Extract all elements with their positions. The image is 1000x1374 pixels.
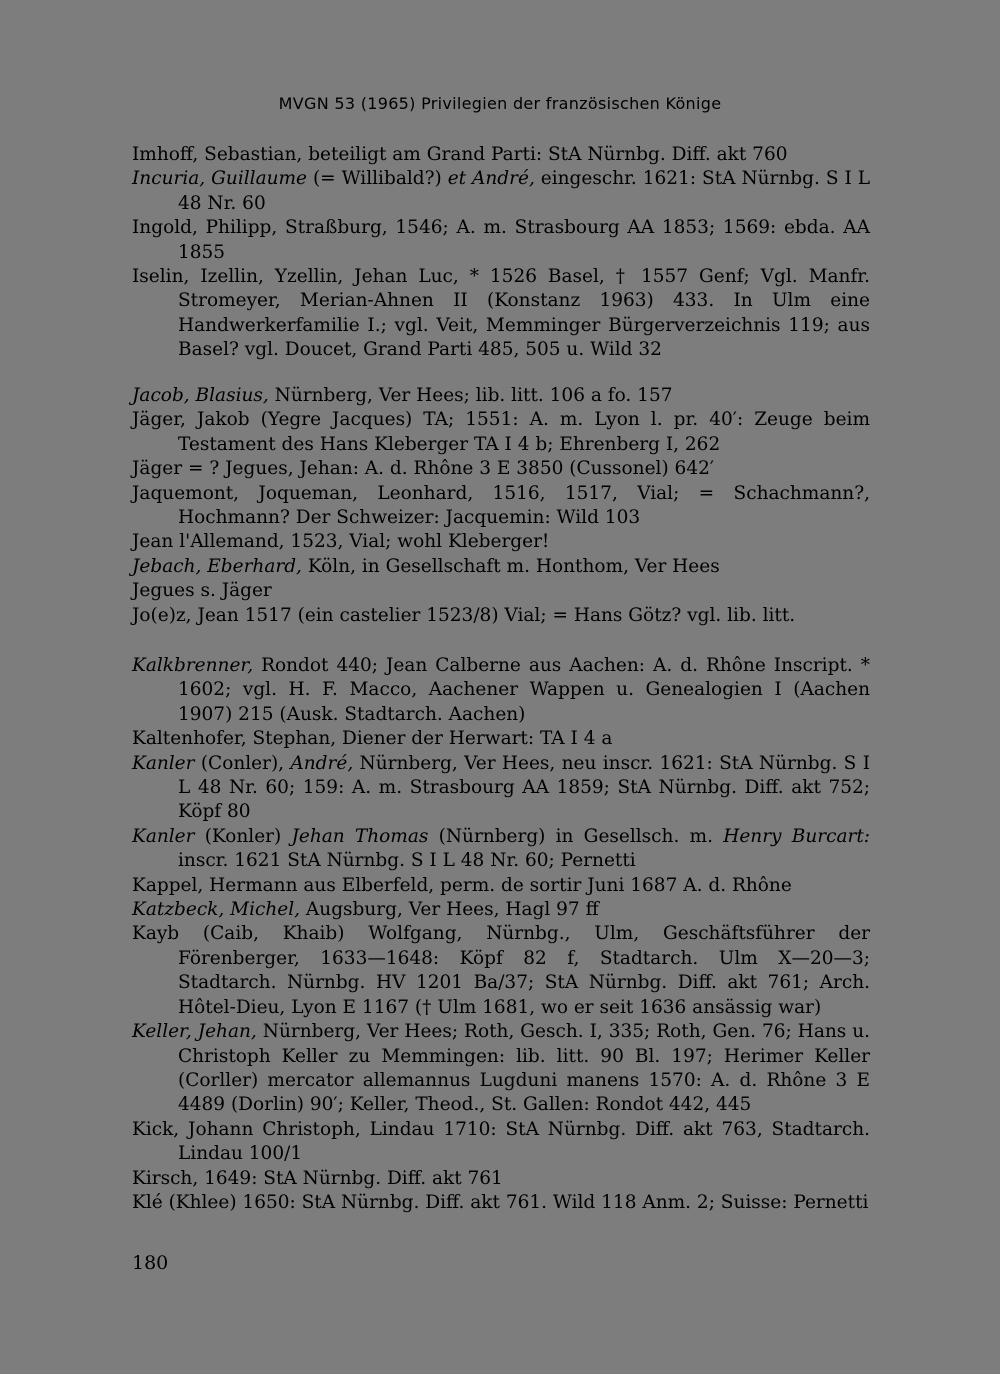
entry-text: Jo(e)z, Jean 1517 (ein castelier 1523/8) Vial; = Hans Götz? vgl. lib. litt. xyxy=(132,604,796,626)
entry-italic-text: Katzbeck, Michel, xyxy=(132,899,301,921)
page-number: 180 xyxy=(132,1252,169,1274)
entry-text: Ingold, Philipp, Straßburg, 1546; A. m. Strasbourg AA 1853; 1569: ebda. AA 1855 xyxy=(132,217,870,263)
entry-text: (Nürnberg) in Gesellsch. m. xyxy=(428,825,724,847)
entry-italic-text: Jacob, Blasius, xyxy=(132,385,269,406)
register-entry xyxy=(132,654,870,727)
register-entry xyxy=(132,727,870,751)
entries-group-k xyxy=(132,654,870,1215)
register-entry xyxy=(132,530,870,554)
register-entry xyxy=(132,265,870,363)
register-entry xyxy=(132,384,870,408)
entry-text: Klé (Khlee) 1650: StA Nürnbg. Diff. akt 761. Wild 118 Anm. 2; Suisse: Pernetti xyxy=(132,1191,869,1213)
entry-italic-text: Jehan Thomas xyxy=(291,825,429,847)
entry-text: Jäger = ? Jegues, Jehan: A. d. Rhône 3 E 3850 (Cussonel) 642′ xyxy=(132,458,715,480)
register-entry xyxy=(132,167,870,216)
entry-text: Jaquemont, Joqueman, Leonhard, 1516, 1517, Vial; = Schachmann?, Hochmann? Der Schweizer: Jacquemin: Wild 103 xyxy=(132,482,870,529)
register-entry xyxy=(132,555,870,579)
entry-italic-text: Henry Burcart: xyxy=(723,825,870,847)
register-entry xyxy=(132,143,870,167)
register-entry xyxy=(132,752,870,825)
register-entry xyxy=(132,457,870,481)
running-header: MVGN 53 (1965) Privilegien der französischen Könige xyxy=(278,94,722,113)
register-entry xyxy=(132,922,870,1020)
register-entry xyxy=(132,1167,870,1191)
register-entry xyxy=(132,874,870,898)
register-entry xyxy=(132,604,870,628)
register-entry xyxy=(132,898,870,922)
register-entry xyxy=(132,216,870,265)
entry-text: Rondot 440; Jean Calberne aus Aachen: A. d. Rhône Inscript. * 1602; vgl. H. F. Macco, Aachener Wappen u. Genealogien I (Aachen 1907) 215 (Ausk. Stadtarch. Aachen) xyxy=(178,655,870,725)
entry-text: Kick, Johann Christoph, Lindau 1710: StA Nürnbg. Diff. akt 763, Stadtarch. Lindau 100/1 xyxy=(132,1118,870,1165)
register-entry xyxy=(132,579,870,603)
entry-text: Nürnberg, Ver Hees, neu inscr. 1621: StA Nürnbg. S I L 48 Nr. 60; 159: A. m. Strasbourg AA 1859; StA Nürnbg. Diff. akt 752; Köpf 80 xyxy=(178,752,871,823)
entry-text: eingeschr. 1621: StA Nürnbg. S I L 48 Nr. 60 xyxy=(178,168,870,214)
entry-text: Kirsch, 1649: StA Nürnbg. Diff. akt 761 xyxy=(132,1167,503,1189)
entry-text: Köln, in Gesellschaft m. Honthom, Ver Hees xyxy=(301,555,720,577)
entry-italic-text: Kanler xyxy=(132,825,195,847)
entry-text: Nürnberg, Ver Hees; Roth, Gesch. I, 335; Roth, Gen. 76; Hans u. Christoph Keller zu Memmingen: lib. litt. 90 Bl. 197; Herimer Keller (Corller) mercator allemannus Lugduni manens 1570: A. d. Rhône 3 E 4489 (Dorlin) 90′; Keller, Theod., St. Gallen: Rondot 442, 445 xyxy=(178,1021,870,1116)
entry-italic-text: et André, xyxy=(447,168,535,190)
register-entry xyxy=(132,408,870,457)
entry-text: Iselin, Izellin, Yzellin, Jehan Luc, * 1526 Basel, † 1557 Genf; Vgl. Manfr. Stromeyer, Merian-Ahnen II (Konstanz 1963) 433. In Ulm eine Handwerkerfamilie I.; vgl. Veit, Memminger Bürgerverzeichnis 119; aus Basel? vgl. Doucet, Grand Parti 485, 505 u. Wild 32 xyxy=(132,266,870,361)
entry-italic-text: Incuria, Guillaume xyxy=(132,168,307,190)
entry-text: (Konler) xyxy=(194,825,292,847)
entry-text: Augsburg, Ver Hees, Hagl 97 ff xyxy=(300,899,599,921)
entry-italic-text: Keller, Jehan, xyxy=(132,1021,257,1043)
entry-italic-text: Kanler xyxy=(132,752,195,774)
entry-text: (Conler), xyxy=(194,752,291,774)
entries-group-j xyxy=(132,384,870,628)
entry-text: (= Willibald?) xyxy=(307,168,448,190)
entry-italic-text: Kalkbrenner, xyxy=(132,655,254,676)
entry-text: Nürnberg, Ver Hees; lib. litt. 106 a fo. 157 xyxy=(268,385,673,406)
entry-italic-text: André, xyxy=(290,752,354,774)
register-entry xyxy=(132,825,870,874)
register-entry xyxy=(132,1191,870,1215)
register-entry xyxy=(132,1118,870,1167)
entry-text: Imhoff, Sebastian, beteiligt am Grand Parti: StA Nürnbg. Diff. akt 760 xyxy=(132,144,788,165)
entry-text: Jegues s. Jäger xyxy=(132,580,272,602)
entry-text: Jäger, Jakob (Yegre Jacques) TA; 1551: A. m. Lyon l. pr. 40′: Zeuge beim Testament des Hans Kleberger TA I 4 b; Ehrenberg I, 262 xyxy=(132,409,870,455)
entry-text: Kaltenhofer, Stephan, Diener der Herwart: TA I 4 a xyxy=(132,728,613,750)
entry-text: inscr. 1621 StA Nürnbg. S I L 48 Nr. 60; Pernetti xyxy=(178,850,636,872)
entry-text: Kayb (Caib, Khaib) Wolfgang, Nürnbg., Ulm, Geschäftsführer der Förenberger, 1633—1648: Köpf 82 f, Stadtarch. Ulm X—20—3; Stadtarch. Nürnbg. HV 1201 Ba/37; StA Nürnbg. Diff. akt 761; Arch. Hôtel-Dieu, Lyon E 1167 († Ulm 1681, wo er seit 1636 ansässig war) xyxy=(132,923,870,1018)
register-entry xyxy=(132,1020,870,1118)
entry-text: Jean l'Allemand, 1523, Vial; wohl Kleberger! xyxy=(132,531,550,553)
register-entry xyxy=(132,482,870,531)
entry-italic-text: Jebach, Eberhard, xyxy=(132,555,302,577)
entries-group-i xyxy=(132,143,870,363)
entry-text: Kappel, Hermann aus Elberfeld, perm. de sortir Juni 1687 A. d. Rhône xyxy=(132,874,792,896)
